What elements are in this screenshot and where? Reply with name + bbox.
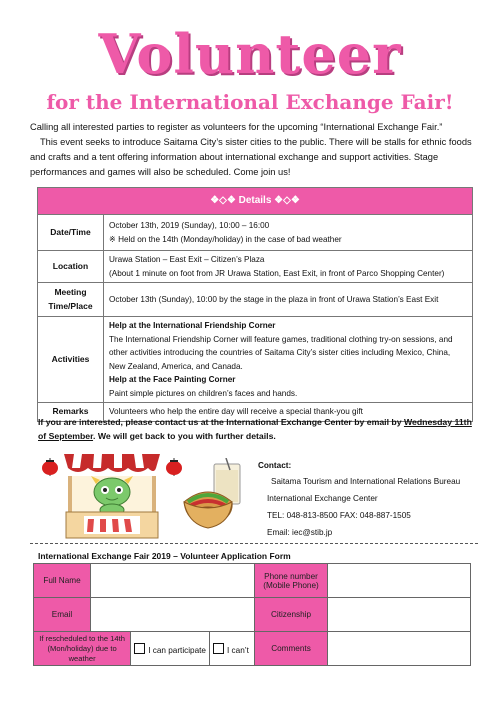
activities-value [104, 317, 473, 403]
activity-description: Paint simple pictures on children’s faces and hands. [109, 388, 298, 398]
contact-note [38, 415, 478, 443]
phone-label: Phone number (Mobile Phone) [255, 564, 328, 598]
application-form [33, 563, 471, 666]
remarks-value: Volunteers who help the entire day will receive a special thank-you gift [104, 403, 473, 422]
contact-tel-fax: TEL: 048-813-8500 FAX: 048-887-1505 [267, 511, 411, 520]
details-heading: ❖◇❖ Details ❖◇❖ [38, 188, 473, 215]
citizenship-field[interactable] [328, 598, 471, 632]
activity-heading: Help at the International Friendship Corner [109, 321, 276, 330]
date-line: October 13th, 2019 (Sunday), 10:00 – 16:00 [109, 221, 270, 230]
email-field[interactable] [91, 598, 255, 632]
food-drink-illustration [178, 458, 256, 538]
contact-email[interactable]: Email: iec@stib.jp [267, 528, 333, 537]
email-label: Email [34, 598, 91, 632]
cant-label: I can’t [227, 645, 249, 655]
details-table [37, 187, 473, 422]
form-title: International Exchange Fair 2019 – Volunteer Application Form [38, 551, 291, 561]
meeting-value: October 13th (Sunday), 10:00 by the stage in the plaza in front of Urawa Station’s East Exit [104, 283, 473, 317]
page-subtitle: for the International Exchange Fair! [46, 90, 454, 114]
contact-org: Saitama Tourism and International Relations Bureau [271, 477, 461, 486]
activity-heading: Help at the Face Painting Corner [109, 375, 236, 384]
full-name-field[interactable] [91, 564, 255, 598]
intro-paragraph: This event seeks to introduce Saitama City’s sister cities to the public. There will be stalls for ethnic foods and crafts and a tent offering information about international exchange and support activities. Stage performances and games will also be scheduled. Come join us! [30, 137, 472, 177]
festival-booth-illustration [38, 446, 186, 542]
contact-center: International Exchange Center [267, 494, 378, 503]
date-value [104, 215, 473, 251]
cant-checkbox[interactable] [213, 643, 224, 654]
can-participate-label: I can participate [148, 645, 206, 655]
meeting-label: Meeting Time/Place [38, 283, 104, 317]
weather-note: ※ Held on the 14th (Monday/holiday) in the case of bad weather [109, 234, 342, 244]
can-participate-checkbox[interactable] [134, 643, 145, 654]
remarks-label: Remarks [38, 403, 104, 422]
full-name-label: Full Name [34, 564, 91, 598]
activity-description: The International Friendship Corner will feature games, traditional clothing try-on sessions, and other activities introducing the countries of Saitama City’s sister cities including Mexico, China, New Zealand, America, and Canada. [109, 334, 453, 371]
page-title: Volunteer [98, 22, 402, 86]
contact-heading: Contact: [258, 461, 292, 470]
comments-field[interactable] [328, 632, 471, 666]
location-label: Location [38, 251, 104, 283]
location-directions: (About 1 minute on foot from JR Urawa Station, East Exit, in front of Parco Shopping Center) [109, 268, 445, 278]
can-participate-option[interactable] [131, 632, 210, 666]
comments-label: Comments [255, 632, 328, 666]
cant-option[interactable] [210, 632, 255, 666]
location-value [104, 251, 473, 283]
contact-block [258, 459, 460, 541]
phone-field[interactable] [328, 564, 471, 598]
deadline: Wednesday 11th of September [38, 417, 472, 441]
contact-note-text: If you are interested, please contact us at the International Exchange Center by email by [38, 417, 404, 427]
intro-line: Calling all interested parties to register as volunteers for the upcoming “International Exchange Fair.” [30, 122, 443, 132]
cut-line [30, 543, 478, 544]
date-label: Date/Time [38, 215, 104, 251]
citizenship-label: Citizenship [255, 598, 328, 632]
location-line: Urawa Station – East Exit – Citizen’s Plaza [109, 255, 265, 264]
contact-note-text: . We will get back to you with further details. [93, 431, 276, 441]
reschedule-label: If rescheduled to the 14th (Mon/holiday) due to weather [34, 632, 131, 666]
activities-label: Activities [38, 317, 104, 403]
